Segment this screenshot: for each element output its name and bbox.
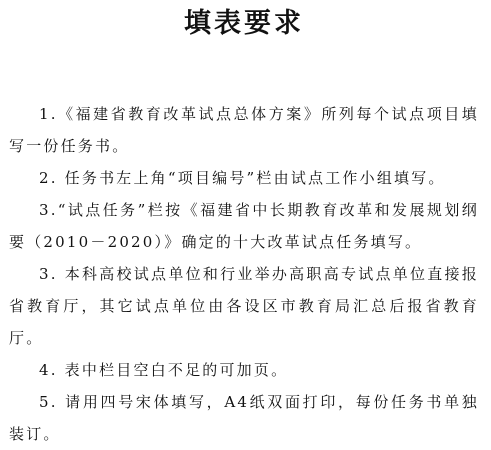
requirement-item-3: 3.“试点任务”栏按《福建省中长期教育改革和发展规划纲要（2010－2020）》确定的十大改革试点任务填写。 <box>9 201 479 251</box>
requirement-item-2: 2. 任务书左上角“项目编号”栏由试点工作小组填写。 <box>39 169 446 187</box>
requirement-item-6: 5. 请用四号宋体填写，A4纸双面打印，每份任务书单独装订。 <box>9 393 479 443</box>
requirement-item-5: 4. 表中栏目空白不足的可加页。 <box>39 361 289 379</box>
requirement-item-1: 1.《福建省教育改革试点总体方案》所列每个试点项目填写一份任务书。 <box>9 105 479 155</box>
requirement-item-4: 3. 本科高校试点单位和行业举办高职高专试点单位直接报省教育厅，其它试点单位由各设区市教育局汇总后报省教育厅。 <box>9 265 479 347</box>
requirements-list <box>9 98 479 450</box>
page-title: 填表要求 <box>184 8 304 39</box>
